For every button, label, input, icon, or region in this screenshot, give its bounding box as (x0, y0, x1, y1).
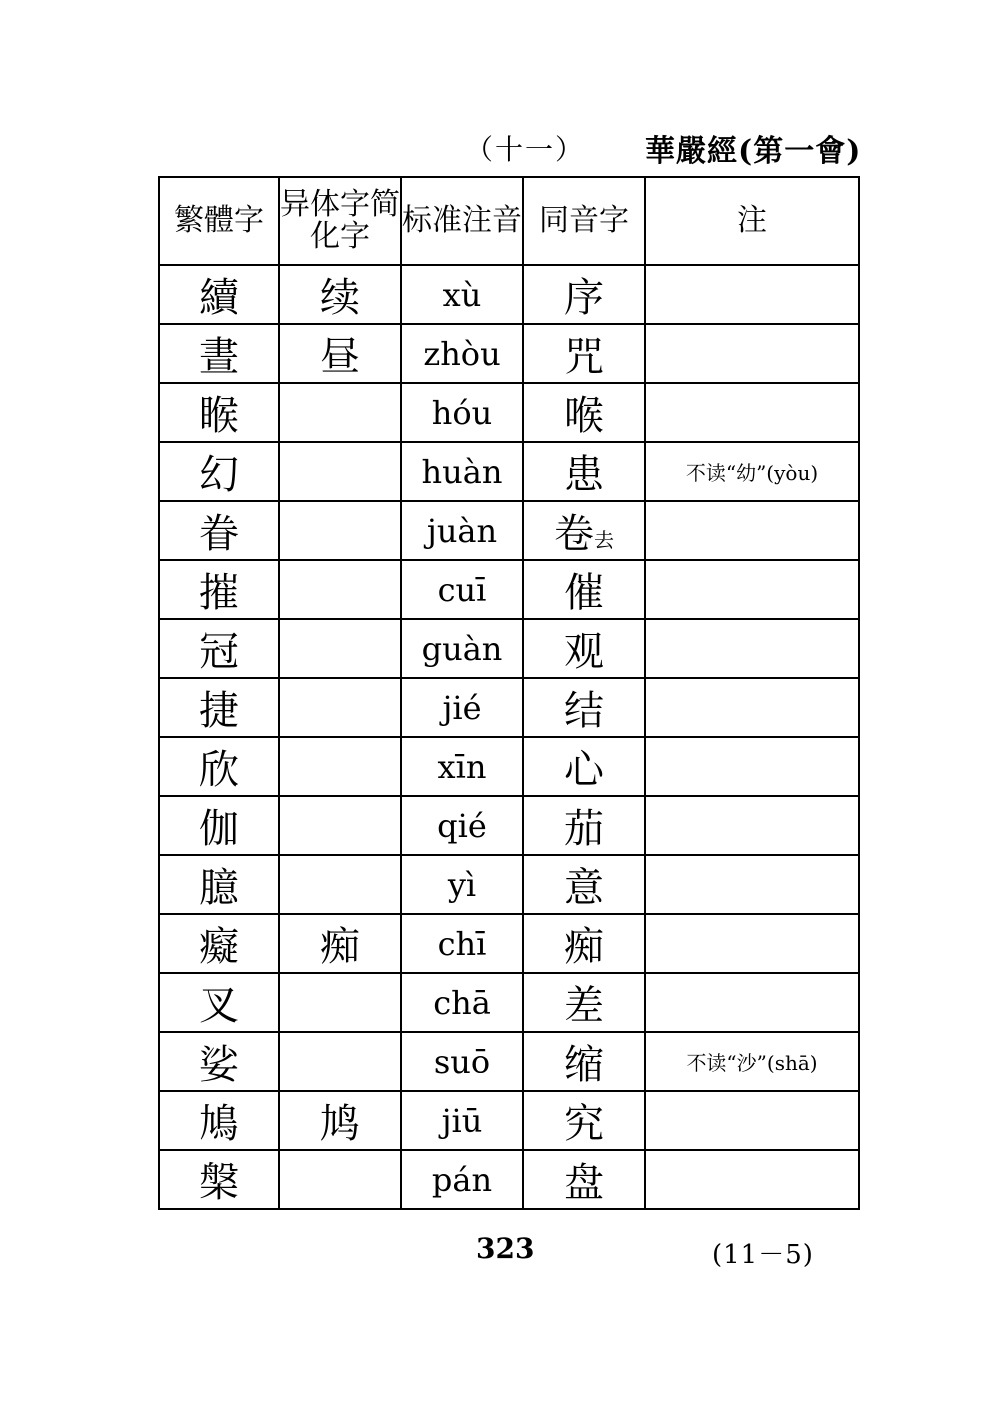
table-row (159, 619, 859, 678)
note (645, 973, 859, 1032)
pinyin: suō (401, 1032, 523, 1091)
note (645, 1091, 859, 1150)
note (645, 855, 859, 914)
note: 不读“沙”(shā) (645, 1032, 859, 1091)
traditional-char: 伽 (159, 796, 279, 855)
variant-char (279, 1150, 401, 1209)
note (645, 1150, 859, 1209)
pinyin: xīn (401, 737, 523, 796)
homophone-char: 盘 (564, 1160, 604, 1206)
header-variant: 异体字简化字 (279, 177, 401, 265)
table-row (159, 737, 859, 796)
table-row (159, 324, 859, 383)
table-row (159, 265, 859, 324)
table-row (159, 914, 859, 973)
homophone-cell (523, 442, 645, 501)
homophone-char: 序 (564, 275, 604, 321)
table-row (159, 796, 859, 855)
homophone-char: 结 (564, 688, 604, 734)
table-body (159, 265, 859, 1209)
note (645, 796, 859, 855)
traditional-char: 睺 (159, 383, 279, 442)
homophone-char: 观 (564, 629, 604, 675)
table-row (159, 973, 859, 1032)
table-row (159, 560, 859, 619)
homophone-cell (523, 1091, 645, 1150)
traditional-char: 冠 (159, 619, 279, 678)
note (645, 737, 859, 796)
pinyin: zhòu (401, 324, 523, 383)
homophone-char: 患 (564, 452, 604, 498)
traditional-char: 欣 (159, 737, 279, 796)
homophone-char: 意 (564, 865, 604, 911)
homophone-cell (523, 265, 645, 324)
table-row (159, 1091, 859, 1150)
homophone-cell (523, 1032, 645, 1091)
traditional-char: 鳩 (159, 1091, 279, 1150)
variant-char (279, 383, 401, 442)
homophone-char: 喉 (564, 393, 604, 439)
table-row (159, 501, 859, 560)
table-row (159, 855, 859, 914)
homophone-cell (523, 501, 645, 560)
traditional-char: 槃 (159, 1150, 279, 1209)
section-number: （十一） (465, 133, 586, 166)
note (645, 914, 859, 973)
traditional-char: 臆 (159, 855, 279, 914)
variant-char (279, 442, 401, 501)
variant-char: 昼 (279, 324, 401, 383)
page-number: 323 (476, 1232, 535, 1265)
pinyin: jié (401, 678, 523, 737)
table-row (159, 383, 859, 442)
table-row (159, 1150, 859, 1209)
variant-char (279, 1032, 401, 1091)
variant-char (279, 737, 401, 796)
pinyin: qié (401, 796, 523, 855)
homophone-cell (523, 973, 645, 1032)
homophone-char: 痴 (564, 924, 604, 970)
traditional-char: 晝 (159, 324, 279, 383)
note (645, 383, 859, 442)
homophone-char: 心 (564, 747, 604, 793)
variant-char (279, 855, 401, 914)
note (645, 560, 859, 619)
traditional-char: 捷 (159, 678, 279, 737)
traditional-char: 叉 (159, 973, 279, 1032)
sutra-title: 華嚴經(第一會) (645, 134, 862, 169)
homophone-cell (523, 619, 645, 678)
pinyin: cuī (401, 560, 523, 619)
homophone-char: 咒 (564, 334, 604, 380)
traditional-char: 摧 (159, 560, 279, 619)
homophone-cell (523, 737, 645, 796)
pinyin: jiū (401, 1091, 523, 1150)
homophone-cell (523, 855, 645, 914)
homophone-char: 缩 (564, 1042, 604, 1088)
homophone-cell (523, 324, 645, 383)
variant-char (279, 796, 401, 855)
variant-char: 鸠 (279, 1091, 401, 1150)
pinyin: juàn (401, 501, 523, 560)
homophone-cell (523, 1150, 645, 1209)
header-traditional: 繁體字 (159, 177, 279, 265)
traditional-char: 娑 (159, 1032, 279, 1091)
pronunciation-table (158, 176, 860, 1210)
homophone-char: 茄 (564, 806, 604, 852)
pinyin: yì (401, 855, 523, 914)
traditional-char: 續 (159, 265, 279, 324)
homophone-char: 催 (564, 570, 604, 616)
homophone-char: 差 (564, 983, 604, 1029)
table-header-row (159, 177, 859, 265)
variant-char (279, 501, 401, 560)
table-row (159, 678, 859, 737)
homophone-cell (523, 796, 645, 855)
variant-char (279, 678, 401, 737)
pinyin: pán (401, 1150, 523, 1209)
variant-char (279, 973, 401, 1032)
pinyin: chā (401, 973, 523, 1032)
note (645, 501, 859, 560)
variant-char (279, 560, 401, 619)
traditional-char: 癡 (159, 914, 279, 973)
variant-char (279, 619, 401, 678)
note: 不读“幼”(yòu) (645, 442, 859, 501)
homophone-char: 卷 (554, 511, 594, 557)
note (645, 265, 859, 324)
variant-char: 续 (279, 265, 401, 324)
note (645, 678, 859, 737)
variant-char: 痴 (279, 914, 401, 973)
table-row (159, 442, 859, 501)
homophone-char: 究 (564, 1101, 604, 1147)
pinyin: huàn (401, 442, 523, 501)
pinyin: chī (401, 914, 523, 973)
traditional-char: 幻 (159, 442, 279, 501)
pinyin: guàn (401, 619, 523, 678)
section-code: (11－5) (712, 1240, 814, 1270)
pinyin: hóu (401, 383, 523, 442)
table-row (159, 1032, 859, 1091)
homophone-cell (523, 914, 645, 973)
header-pinyin: 标准注音 (401, 177, 523, 265)
note (645, 324, 859, 383)
tone-marker: 去 (594, 528, 614, 552)
homophone-cell (523, 678, 645, 737)
traditional-char: 眷 (159, 501, 279, 560)
homophone-cell (523, 560, 645, 619)
pinyin: xù (401, 265, 523, 324)
note (645, 619, 859, 678)
homophone-cell (523, 383, 645, 442)
header-note: 注 (645, 177, 859, 265)
header-homophone: 同音字 (523, 177, 645, 265)
